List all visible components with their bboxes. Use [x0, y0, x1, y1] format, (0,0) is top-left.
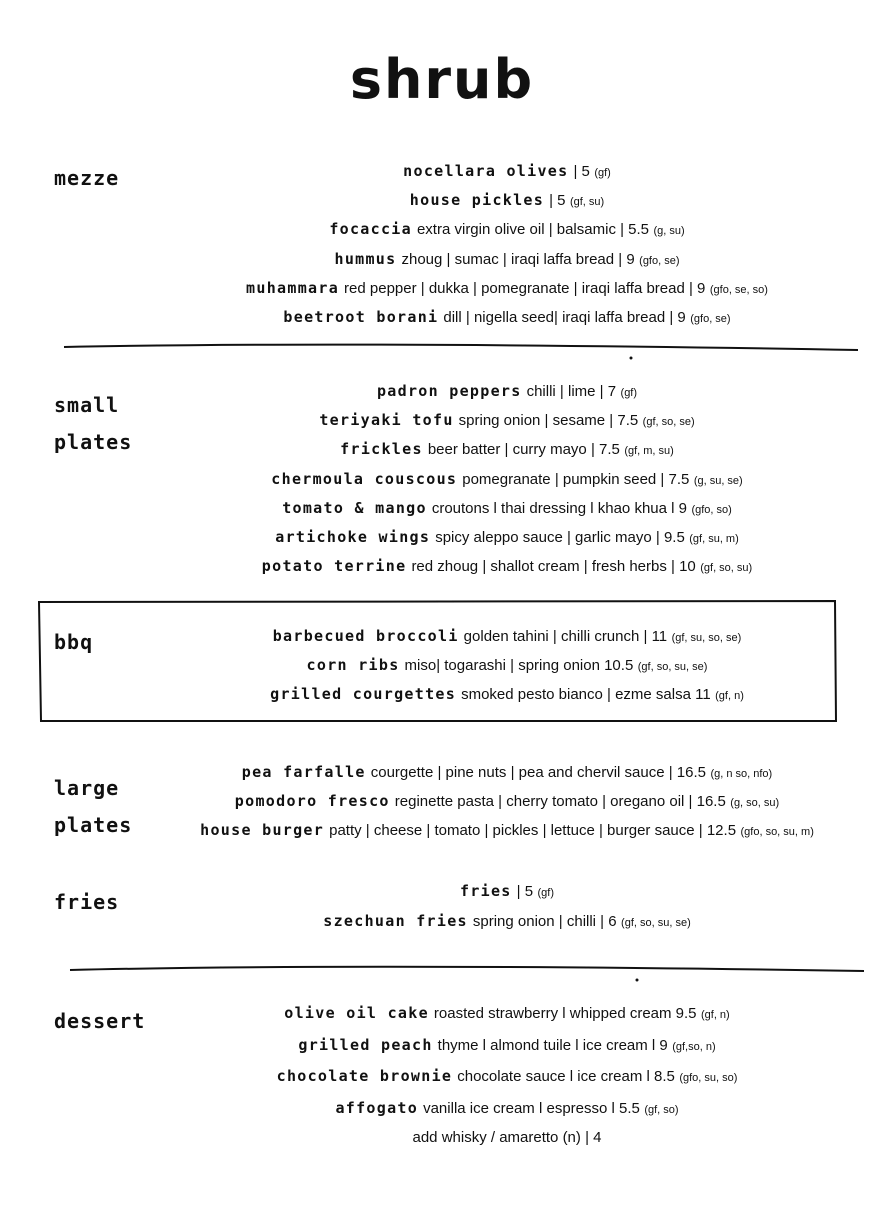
section-label-bbq: bbq: [54, 630, 94, 654]
menu-item-tags: (gf, so): [644, 1104, 679, 1117]
menu-item-desc: roasted strawberry l whipped cream 9.5: [433, 1005, 697, 1022]
menu-item-desc: miso| togarashi | spring onion 10.5: [404, 657, 634, 674]
small-plates-label-line1: small: [54, 393, 120, 417]
menu-item: [150, 761, 864, 785]
menu-item-tags: (gfo, se): [690, 313, 731, 325]
menu-item-name: grilled peach: [298, 1035, 433, 1054]
menu-item-tags: (gf): [537, 887, 554, 899]
menu-item: [150, 409, 864, 433]
menu-item-tags: (gfo, so, su, m): [740, 826, 814, 838]
menu-item-name: chocolate brownie: [276, 1067, 453, 1086]
menu-item: [150, 1065, 864, 1089]
menu-item-desc: zhoug | sumac | iraqi laffa bread | 9: [401, 250, 635, 268]
menu-item-name: szechuan fries: [323, 911, 468, 930]
menu-item-desc: spring onion | chilli | 6: [472, 912, 617, 930]
menu-item-desc: red zhoug | shallot cream | fresh herbs | 10: [411, 558, 696, 576]
menu-item-tags: (gf, m, su): [624, 445, 674, 458]
menu-item: [150, 277, 864, 301]
menu-item: [150, 189, 864, 213]
menu-item-tags: (gfo, se, so): [709, 283, 768, 296]
menu-item-name: affogato: [335, 1099, 419, 1118]
menu-item: [150, 910, 864, 934]
menu-item-desc: croutons l thai dressing l khao khua l 9: [431, 499, 687, 517]
menu-item: [150, 1034, 864, 1058]
menu-item-name: padron peppers: [376, 382, 522, 400]
menu-item-name: olive oil cake: [284, 1004, 429, 1022]
menu-item-desc: extra virgin olive oil | balsamic | 5.5: [416, 221, 650, 239]
menu-item-desc: spring onion | sesame | 7.5: [458, 412, 639, 430]
menu-item-name: potato terrine: [261, 557, 407, 576]
menu-item-desc: golden tahini | chilli crunch | 11: [463, 628, 668, 645]
menu-item: [150, 819, 864, 843]
menu-item-tags: (gf, n): [700, 1009, 730, 1021]
section-label-mezze: mezze: [54, 166, 120, 190]
menu-item-tags: (gf, su, m): [689, 533, 739, 545]
menu-item-desc: pomegranate | pumpkin seed | 7.5: [462, 470, 690, 488]
menu-item: [150, 526, 864, 550]
menu-item-desc: vanilla ice cream l espresso l 5.5: [423, 1100, 640, 1118]
menu-item-tags: (gf): [620, 387, 638, 399]
section-label-large-plates: [54, 770, 132, 844]
menu-item: [150, 790, 864, 814]
menu-item-name: tomato & mango: [282, 498, 427, 517]
menu-item-name: hummus: [334, 249, 397, 268]
menu-item-name: barbecued broccoli: [272, 627, 459, 645]
menu-item-tags: (gf): [594, 167, 611, 179]
menu-item-name: grilled courgettes: [270, 685, 457, 703]
menu-item: [150, 683, 864, 707]
menu-item-name: muhammara: [246, 278, 340, 297]
menu-item: [150, 497, 864, 521]
menu-item: [150, 468, 864, 492]
menu-item-name: chermoula couscous: [271, 469, 458, 488]
menu-item-tags: (gf, su, so, se): [671, 632, 742, 644]
menu-item-desc: chocolate sauce l ice cream l 8.5: [457, 1068, 675, 1086]
divider-line: [60, 338, 865, 368]
dessert-addon: [150, 1127, 864, 1149]
menu-item-tags: (g, su): [653, 225, 685, 238]
menu-item: [150, 654, 864, 678]
menu-item-tags: (gf, so, su): [700, 562, 753, 575]
menu-item-name: frickles: [340, 440, 423, 459]
menu-item-tags: (gf, so, su, se): [621, 916, 691, 929]
menu-item-name: artichoke wings: [275, 528, 431, 546]
menu-item: [150, 218, 864, 242]
menu-item-name: beetroot borani: [283, 308, 439, 326]
menu-item: [150, 248, 864, 272]
menu-item: [150, 160, 864, 184]
menu-item-desc: patty | cheese | tomato | pickles | lettuce | burger sauce | 12.5: [329, 822, 737, 839]
menu-item: [150, 380, 864, 404]
menu-item-desc: reginette pasta | cherry tomato | oregano oil | 16.5: [394, 793, 726, 810]
menu-item-desc: spicy aleppo sauce | garlic mayo | 9.5: [435, 529, 685, 546]
menu-item-tags: (g, su, se): [693, 474, 743, 487]
menu-item-tags: (gfo, so): [691, 503, 732, 516]
menu-item-name: teriyaki tofu: [319, 411, 454, 430]
menu-item-desc: | 5: [549, 192, 566, 210]
menu-item-name: pea farfalle: [241, 763, 366, 781]
small-plates-label-line2: plates: [54, 430, 133, 454]
menu-item-name: fries: [459, 882, 512, 900]
menu-item-tags: (gf, so, su, se): [637, 661, 708, 673]
menu-item-tags: (gf, su): [569, 196, 605, 209]
section-label-dessert: dessert: [54, 1009, 146, 1033]
divider-line: [66, 960, 871, 990]
menu-item-desc: courgette | pine nuts | pea and chervil sauce | 16.5: [370, 764, 706, 781]
menu-item-desc: thyme l almond tuile l ice cream l 9: [437, 1036, 668, 1054]
menu-item-desc: dill | nigella seed| iraqi laffa bread | 9: [443, 309, 686, 326]
menu-item: [150, 306, 864, 330]
menu-item-name: pomodoro fresco: [234, 792, 390, 810]
menu-item-tags: (gf,so, n): [672, 1040, 716, 1053]
menu-item-tags: (g, so, su): [730, 797, 780, 809]
menu-item: [150, 555, 864, 579]
menu-item-name: corn ribs: [306, 656, 400, 674]
menu-item: [150, 625, 864, 649]
large-plates-label-line2: plates: [54, 813, 133, 837]
menu-item-tags: (gfo, su, so): [679, 1072, 738, 1085]
menu-item-tags: (gfo, se): [639, 254, 680, 267]
large-plates-label-line1: large: [54, 776, 120, 800]
menu-item-name: house burger: [200, 821, 325, 839]
menu-item: [150, 1002, 864, 1026]
menu-item-desc: smoked pesto bianco | ezme salsa 11: [461, 686, 711, 703]
menu-item-name: focaccia: [329, 220, 412, 239]
menu-item: [150, 1097, 864, 1121]
menu-item: [150, 438, 864, 462]
menu-item-desc: | 5: [573, 163, 590, 180]
menu-item-tags: (g, n so, nfo): [710, 768, 773, 780]
section-label-small-plates: [54, 387, 132, 461]
restaurant-title: shrub: [349, 48, 535, 111]
menu-item-desc: chilli | lime | 7: [526, 383, 617, 400]
menu-item-name: nocellara olives: [403, 162, 569, 180]
addon-text: add whisky / amaretto (n) | 4: [412, 1129, 602, 1146]
menu-item-desc: | 5: [516, 883, 534, 900]
menu-item-desc: red pepper | dukka | pomegranate | iraqi laffa bread | 9: [344, 279, 706, 297]
menu-item-tags: (gf, n): [715, 690, 744, 702]
menu-item-tags: (gf, so, se): [642, 416, 695, 429]
menu-item-desc: beer batter | curry mayo | 7.5: [427, 441, 620, 459]
section-label-fries: fries: [54, 890, 120, 914]
menu-item-name: house pickles: [409, 191, 545, 210]
menu-item: [150, 880, 864, 904]
